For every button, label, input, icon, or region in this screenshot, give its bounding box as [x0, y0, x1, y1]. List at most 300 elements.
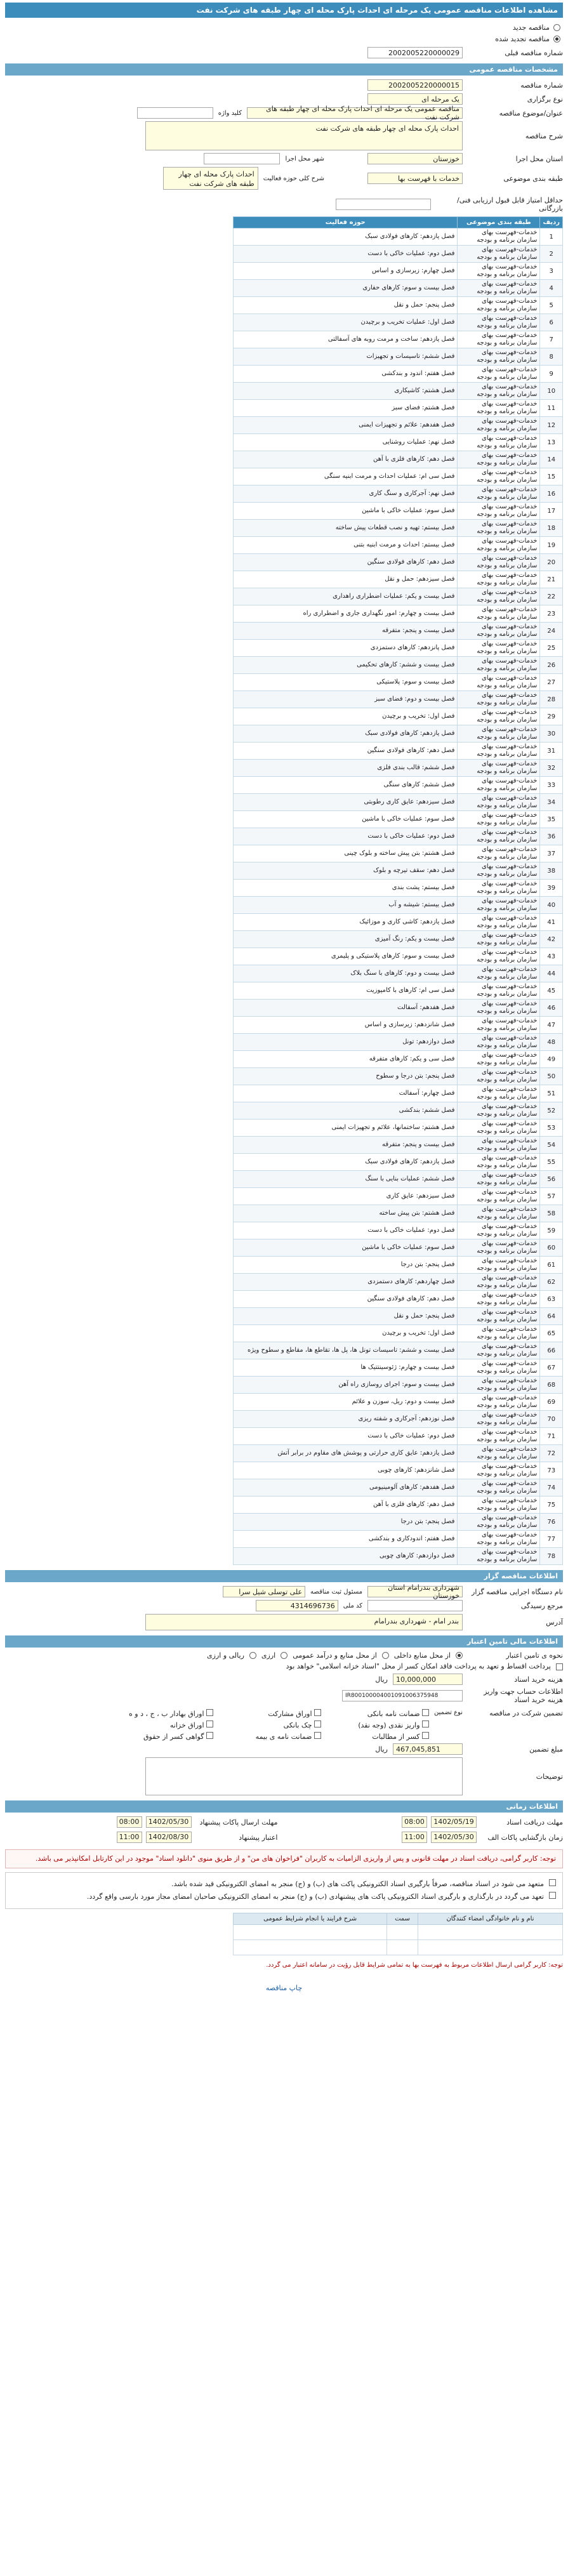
print-link[interactable]: چاپ مناقصه: [265, 1984, 303, 1992]
row-category: خدمات-فهرست بهای سازمان برنامه و بودجه: [458, 794, 540, 811]
table-row: [234, 1188, 563, 1205]
fin-description-label: توضیحات: [536, 1772, 563, 1781]
row-category: خدمات-فهرست بهای سازمان برنامه و بودجه: [458, 1222, 540, 1239]
row-category: خدمات-فهرست بهای سازمان برنامه و بودجه: [458, 657, 540, 674]
row-number: 17: [540, 503, 563, 520]
row-scope: فصل بیست و یکم: رنگ آمیزی: [234, 931, 458, 948]
row-scope: فصل اول: تخریب و برچیدن: [234, 708, 458, 725]
row-number: 59: [540, 1222, 563, 1239]
row-scope: فصل هفدهم: کارهای آلومینیومی: [234, 1479, 458, 1496]
table-row: [234, 331, 563, 348]
commitment-checkbox-1[interactable]: [549, 1879, 556, 1886]
row-number: 8: [540, 348, 563, 366]
org-label: نام دستگاه اجرایی مناقصه گزار: [472, 1587, 563, 1596]
dates-col-left: [5, 1816, 278, 1843]
row-category: خدمات-فهرست بهای سازمان برنامه و بودجه: [458, 1514, 540, 1531]
table-row: [234, 965, 563, 982]
table-row: [234, 1531, 563, 1548]
row-number: 61: [540, 1257, 563, 1274]
economic-field[interactable]: 4314696736: [256, 1600, 338, 1611]
min-score-field[interactable]: [336, 199, 431, 210]
row-scope: فصل دوازدهم: تونل: [234, 1034, 458, 1051]
general-section-header: مشخصات مناقصه عمومی: [5, 63, 563, 76]
org-field[interactable]: شهرداری بندرامام استان خوزستان: [367, 1586, 463, 1597]
row-category: خدمات-فهرست بهای سازمان برنامه و بودجه: [458, 485, 540, 503]
g-stock-checkbox[interactable]: [206, 1709, 213, 1716]
table-row: [234, 1068, 563, 1085]
row-scope: فصل اول: عملیات تخریب و برچیدن: [234, 314, 458, 331]
row-scope: فصل پنجم: حمل و نقل: [234, 1308, 458, 1325]
table-row: [234, 982, 563, 1000]
table-row: [234, 897, 563, 914]
g-salary-checkbox[interactable]: [206, 1732, 213, 1739]
row-scope: فصل پنجم: بتن درجا: [234, 1257, 458, 1274]
g-check-option[interactable]: [220, 1721, 321, 1729]
row-scope: فصل سیزدهم: عایق کاری: [234, 1188, 458, 1205]
row-scope: فصل سوم: عملیات خاکی با ماشین: [234, 503, 458, 520]
radio-revised[interactable]: [553, 36, 560, 43]
row-scope: فصل یازدهم: کاشی کاری و موزائیک: [234, 914, 458, 931]
g-cash-note: (وجه نقد): [358, 1721, 386, 1729]
row-scope: فصل بیستم: شیشه و آب: [234, 897, 458, 914]
row-category: خدمات-فهرست بهای سازمان برنامه و بودجه: [458, 588, 540, 605]
row-category: خدمات-فهرست بهای سازمان برنامه و بودجه: [458, 1548, 540, 1565]
row-scope: فصل پنجم: بتن درجا و سطوح: [234, 1068, 458, 1085]
type-field[interactable]: یک مرحله ای: [367, 93, 463, 105]
fin-description-field[interactable]: [145, 1757, 463, 1795]
row-category: خدمات-فهرست بهای سازمان برنامه و بودجه: [458, 914, 540, 931]
row-scope: فصل بیست و چهارم: امور نگهداری جاری و اضطراری راه: [234, 605, 458, 623]
g-bond-label: اوراق مشارکت: [268, 1710, 312, 1718]
row-number: 22: [540, 588, 563, 605]
row-category: خدمات-فهرست بهای سازمان برنامه و بودجه: [458, 1291, 540, 1308]
table-row: [234, 468, 563, 485]
g-cash-option[interactable]: [327, 1721, 429, 1729]
row-number: 23: [540, 605, 563, 623]
table-row: [234, 348, 563, 366]
row-scope: فصل نوزدهم: آجرکاری و شفته ریزی: [234, 1411, 458, 1428]
table-row: [234, 554, 563, 571]
row-number: 4: [540, 280, 563, 297]
row-number: 7: [540, 331, 563, 348]
row-number: 44: [540, 965, 563, 982]
row-category: خدمات-فهرست بهای سازمان برنامه و بودجه: [458, 1205, 540, 1222]
table-row: [234, 434, 563, 451]
table-row: [234, 640, 563, 657]
row-scope: فصل بیست و دوم: فضای سبز: [234, 691, 458, 708]
activity-table-body: [234, 228, 563, 1565]
category-row: [5, 167, 563, 190]
keywords-label: کلید واژه: [218, 109, 242, 117]
row-category: خدمات-فهرست بهای سازمان برنامه و بودجه: [458, 605, 540, 623]
row-category: خدمات-فهرست بهای سازمان برنامه و بودجه: [458, 417, 540, 434]
row-scope: فصل سی و یکم: کارهای متفرقه: [234, 1051, 458, 1068]
row-scope: فصل بیست و سوم: پلاستیکی: [234, 674, 458, 691]
row-scope: فصل دوم: عملیات خاکی با دست: [234, 828, 458, 845]
doc-receive-end-row: [5, 1816, 278, 1828]
table-row: [234, 520, 563, 537]
row-category: خدمات-فهرست بهای سازمان برنامه و بودجه: [458, 1428, 540, 1445]
province-field[interactable]: خوزستان: [367, 153, 463, 164]
row-number: 57: [540, 1188, 563, 1205]
commitment-text-1: متعهد می شود در اسناد مناقصه، صرفاً بارگیری اسناد الکترونیکی پاکت های (ب) و (ج) منجر به امضای الکترونیکی قید شده باشد.: [171, 1880, 544, 1888]
row-scope: فصل بیست و پنجم: متفرقه: [234, 1137, 458, 1154]
row-scope: فصل هشتم: فضای سبز: [234, 400, 458, 417]
row-category: خدمات-فهرست بهای سازمان برنامه و بودجه: [458, 1531, 540, 1548]
row-number: 38: [540, 862, 563, 880]
doc-receive-start-row: [291, 1816, 564, 1828]
row-category: خدمات-فهرست بهای سازمان برنامه و بودجه: [458, 1359, 540, 1377]
row-category: خدمات-فهرست بهای سازمان برنامه و بودجه: [458, 1394, 540, 1411]
ref-field[interactable]: [367, 1600, 463, 1611]
row-number: 31: [540, 743, 563, 760]
row-number: 62: [540, 1274, 563, 1291]
table-row: [234, 657, 563, 674]
col-scope-header: حوزه فعالیت: [234, 217, 458, 228]
g-deduct-option[interactable]: [327, 1732, 429, 1741]
financial-section-header: اطلاعات مالی تامین اعتبار: [5, 1635, 563, 1648]
table-row: [234, 1377, 563, 1394]
ref-row: [5, 1600, 563, 1611]
g-deduct-label: کسر از مطالبات: [372, 1733, 420, 1741]
fin-description-row: [5, 1757, 563, 1795]
scope-label: شرح کلی حوزه فعالیت: [263, 175, 324, 182]
row-number: 35: [540, 811, 563, 828]
row-scope: فصل بیست و دوم: کارهای با سنگ بلاک: [234, 965, 458, 982]
g-insurance-label: ضمانت نامه ی بیمه: [255, 1733, 312, 1741]
g-other-checkbox[interactable]: [206, 1721, 213, 1727]
row-number: 24: [540, 623, 563, 640]
row-scope: فصل چهاردهم: کارهای دستمزدی: [234, 1274, 458, 1291]
table-row: [234, 246, 563, 263]
type-label: نوع برگزاری: [527, 95, 563, 103]
row-scope: فصل هشتم: بتن پیش ساخته: [234, 1205, 458, 1222]
row-number: 5: [540, 297, 563, 314]
deadline-date[interactable]: 1402/05/30: [431, 1832, 477, 1843]
doc-receive-start-time[interactable]: 08:00: [402, 1816, 427, 1828]
row-number: 1: [540, 228, 563, 246]
row-category: خدمات-فهرست بهای سازمان برنامه و بودجه: [458, 1188, 540, 1205]
row-category: خدمات-فهرست بهای سازمان برنامه و بودجه: [458, 777, 540, 794]
row-category: خدمات-فهرست بهای سازمان برنامه و بودجه: [458, 674, 540, 691]
row-category: خدمات-فهرست بهای سازمان برنامه و بودجه: [458, 897, 540, 914]
row-category: خدمات-فهرست بهای سازمان برنامه و بودجه: [458, 434, 540, 451]
row-category: خدمات-فهرست بهای سازمان برنامه و بودجه: [458, 400, 540, 417]
row-category: خدمات-فهرست بهای سازمان برنامه و بودجه: [458, 725, 540, 743]
g-bank-checkbox[interactable]: [422, 1709, 429, 1716]
row-category: خدمات-فهرست بهای سازمان برنامه و بودجه: [458, 1496, 540, 1514]
row-scope: فصل دهم: سقف تیرچه و بلوک: [234, 862, 458, 880]
sig-empty-row: [234, 1925, 563, 1940]
g-insurance-checkbox[interactable]: [314, 1732, 321, 1739]
row-number: 69: [540, 1394, 563, 1411]
row-scope: فصل پنجم: حمل و نقل: [234, 297, 458, 314]
radio-new[interactable]: [553, 24, 560, 31]
row-number: 73: [540, 1462, 563, 1479]
economic-label: کد ملی: [343, 1602, 362, 1609]
row-scope: فصل بیست و سوم: اجرای روسازی راه آهن: [234, 1377, 458, 1394]
scope-field[interactable]: احداث پارک محله ای چهار طبقه های شرکت نفت: [163, 167, 258, 190]
row-category: خدمات-فهرست بهای سازمان برنامه و بودجه: [458, 1137, 540, 1154]
row-category: خدمات-فهرست بهای سازمان برنامه و بودجه: [458, 880, 540, 897]
row-number: 3: [540, 263, 563, 280]
opt-currency-label: ارزی: [261, 1651, 276, 1660]
prev-number-label: شماره مناقصه قبلی: [505, 48, 563, 57]
table-row: [234, 794, 563, 811]
keywords-field[interactable]: [137, 107, 213, 119]
guarantee-types-label: نوع تضمین: [434, 1709, 463, 1716]
table-row: [234, 485, 563, 503]
row-category: خدمات-فهرست بهای سازمان برنامه و بودجه: [458, 383, 540, 400]
sig-cell: [418, 1940, 562, 1955]
amount-currency: ریال: [375, 1745, 388, 1754]
doc-receive-end-time[interactable]: 08:00: [117, 1816, 142, 1828]
tender-new-option[interactable]: [5, 22, 563, 33]
org-row: [5, 1583, 563, 1600]
row-category: خدمات-فهرست بهای سازمان برنامه و بودجه: [458, 503, 540, 520]
row-scope: فصل دهم: کارهای فلزی با آهن: [234, 451, 458, 468]
row-number: 48: [540, 1034, 563, 1051]
province-row: [5, 153, 563, 164]
row-number: 58: [540, 1205, 563, 1222]
account-field[interactable]: IR800100004001091006375948: [342, 1690, 463, 1701]
col-row-header: ردیف: [540, 217, 563, 228]
tender-revised-option[interactable]: [5, 33, 563, 44]
row-category: خدمات-فهرست بهای سازمان برنامه و بودجه: [458, 1445, 540, 1462]
g-bank-option[interactable]: [327, 1709, 429, 1718]
g-salary-option[interactable]: [112, 1732, 213, 1741]
row-number: 43: [540, 948, 563, 965]
doc-price-field[interactable]: 10,000,000: [393, 1674, 463, 1685]
row-scope: فصل بیست و ششم: کارهای تحکیمی: [234, 657, 458, 674]
sig-col-name: نام و نام خانوادگی امضاء کنندگان: [418, 1913, 562, 1925]
row-number: 10: [540, 383, 563, 400]
table-row: [234, 1394, 563, 1411]
row-number: 71: [540, 1428, 563, 1445]
row-category: خدمات-فهرست بهای سازمان برنامه و بودجه: [458, 1068, 540, 1085]
description-field[interactable]: احداث پارک محله ای چهار طبقه های شرکت نفت: [145, 121, 463, 150]
table-row: [234, 1239, 563, 1257]
row-category: خدمات-فهرست بهای سازمان برنامه و بودجه: [458, 623, 540, 640]
opening-time[interactable]: 11:00: [117, 1832, 142, 1843]
row-category: خدمات-فهرست بهای سازمان برنامه و بودجه: [458, 948, 540, 965]
row-scope: فصل بیستم: پشت بندی: [234, 880, 458, 897]
row-scope: فصل ششم: قالب بندی فلزی: [234, 760, 458, 777]
table-row: [234, 503, 563, 520]
g-check-checkbox[interactable]: [314, 1721, 321, 1727]
g-insurance-option[interactable]: [220, 1732, 321, 1741]
row-category: خدمات-فهرست بهای سازمان برنامه و بودجه: [458, 1462, 540, 1479]
row-scope: فصل دوم: عملیات خاکی با دست: [234, 246, 458, 263]
amount-field[interactable]: 467,045,851: [393, 1743, 463, 1755]
table-row: [234, 1137, 563, 1154]
row-number: 41: [540, 914, 563, 931]
notice-commitment: [5, 1872, 563, 1909]
row-scope: فصل سی ام: عملیات احداث و مرمت ابنیه سنگی: [234, 468, 458, 485]
row-category: خدمات-فهرست بهای سازمان برنامه و بودجه: [458, 760, 540, 777]
row-number: 32: [540, 760, 563, 777]
row-scope: فصل سیزدهم: عایق کاری رطوبتی: [234, 794, 458, 811]
ref-label: مرجع رسیدگی: [520, 1601, 563, 1610]
row-number: 2: [540, 246, 563, 263]
row-category: خدمات-فهرست بهای سازمان برنامه و بودجه: [458, 1034, 540, 1051]
row-number: 47: [540, 1017, 563, 1034]
province-label: استان محل اجرا: [515, 154, 563, 163]
row-number: 56: [540, 1171, 563, 1188]
budget-note-text: پرداخت اقساط و تعهد به پرداخت فاقد امکان کسر از محل "اسناد خزانه اسلامی" خواهد بود: [286, 1662, 551, 1670]
deadline-time[interactable]: 11:00: [402, 1832, 427, 1843]
row-number: 11: [540, 400, 563, 417]
commitment-checkbox-2[interactable]: [549, 1892, 556, 1899]
table-row: [234, 1291, 563, 1308]
row-scope: فصل چهارم: زیرسازی و اساس: [234, 263, 458, 280]
table-row: [234, 383, 563, 400]
row-number: 49: [540, 1051, 563, 1068]
address-label: آدرس: [546, 1618, 563, 1627]
row-category: خدمات-فهرست بهای سازمان برنامه و بودجه: [458, 691, 540, 708]
g-bank-label: ضمانت نامه بانکی: [367, 1710, 420, 1718]
table-row: [234, 1205, 563, 1222]
table-row: [234, 605, 563, 623]
g-check-label: چک بانکی: [283, 1721, 312, 1729]
row-number: 13: [540, 434, 563, 451]
table-row: [234, 1120, 563, 1137]
table-row: [234, 725, 563, 743]
row-scope: فصل دوم: عملیات خاکی با دست: [234, 1222, 458, 1239]
deadline-row: [291, 1832, 564, 1843]
g-cash-checkbox[interactable]: [422, 1721, 429, 1727]
row-scope: فصل دوم: عملیات خاکی با دست: [234, 1428, 458, 1445]
g-stock-option[interactable]: [112, 1709, 213, 1718]
row-scope: فصل هفدهم: علائم و تجهیزات ایمنی: [234, 417, 458, 434]
row-category: خدمات-فهرست بهای سازمان برنامه و بودجه: [458, 451, 540, 468]
deadline-label: زمان بازگشایی پاکات الف: [487, 1833, 563, 1842]
number-label: شماره مناقصه: [520, 81, 563, 89]
row-category: خدمات-فهرست بهای سازمان برنامه و بودجه: [458, 1154, 540, 1171]
row-scope: فصل پانزدهم: کارهای دستمزدی: [234, 640, 458, 657]
row-category: خدمات-فهرست بهای سازمان برنامه و بودجه: [458, 468, 540, 485]
row-category: خدمات-فهرست بهای سازمان برنامه و بودجه: [458, 1479, 540, 1496]
row-scope: فصل بیست و سوم: کارهای پلاستیکی و پلیمری: [234, 948, 458, 965]
row-category: خدمات-فهرست بهای سازمان برنامه و بودجه: [458, 314, 540, 331]
g-other-option[interactable]: [112, 1721, 213, 1729]
table-row: [234, 1308, 563, 1325]
row-scope: فصل یازدهم: کارهای فولادی سبک: [234, 228, 458, 246]
category-field[interactable]: خدمات با فهرست بها: [367, 173, 463, 184]
table-row: [234, 880, 563, 897]
table-row: [234, 811, 563, 828]
doc-receive-end-date[interactable]: 1402/05/30: [146, 1816, 192, 1828]
row-category: خدمات-فهرست بهای سازمان برنامه و بودجه: [458, 1411, 540, 1428]
row-number: 40: [540, 897, 563, 914]
row-category: خدمات-فهرست بهای سازمان برنامه و بودجه: [458, 982, 540, 1000]
row-category: خدمات-فهرست بهای سازمان برنامه و بودجه: [458, 1051, 540, 1068]
doc-price-label: هزینه خرید اسناد: [514, 1675, 563, 1684]
prev-number-row: [5, 47, 563, 58]
table-row: [234, 948, 563, 965]
table-row: [234, 1428, 563, 1445]
table-row: [234, 417, 563, 434]
row-scope: فصل هفتم: اندودکاری و بندکشی: [234, 1531, 458, 1548]
row-number: 63: [540, 1291, 563, 1308]
g-bond-option[interactable]: [220, 1709, 321, 1718]
row-number: 6: [540, 314, 563, 331]
row-number: 25: [540, 640, 563, 657]
subject-row: [5, 107, 563, 119]
row-scope: فصل بیست و چهارم: ژئوسینتتیک ها: [234, 1359, 458, 1377]
sig-cell: [387, 1925, 418, 1940]
opening-date[interactable]: 1402/08/30: [146, 1832, 192, 1843]
row-number: 30: [540, 725, 563, 743]
commitment-row-1: [12, 1879, 556, 1889]
row-number: 46: [540, 1000, 563, 1017]
g-cash-label: واریز نقدی: [388, 1721, 420, 1729]
row-number: 42: [540, 931, 563, 948]
table-header-row: [234, 217, 563, 228]
table-row: [234, 1051, 563, 1068]
prev-number-field[interactable]: 2002005220000029: [367, 47, 463, 58]
row-category: خدمات-فهرست بهای سازمان برنامه و بودجه: [458, 1274, 540, 1291]
row-scope: فصل پنجم: بتن درجا: [234, 1514, 458, 1531]
row-scope: فصل چهارم: آسفالت: [234, 1085, 458, 1102]
budget-note-checkbox[interactable]: [556, 1663, 563, 1670]
row-category: خدمات-فهرست بهای سازمان برنامه و بودجه: [458, 1171, 540, 1188]
row-category: خدمات-فهرست بهای سازمان برنامه و بودجه: [458, 811, 540, 828]
budget-note-row: [5, 1662, 563, 1671]
row-category: خدمات-فهرست بهای سازمان برنامه و بودجه: [458, 708, 540, 725]
table-row: [234, 1171, 563, 1188]
description-row: [5, 121, 563, 150]
row-scope: فصل بیست و سوم: کارهای حفاری: [234, 280, 458, 297]
row-scope: فصل یازدهم: ساخت و مرمت روبه های آسفالتی: [234, 331, 458, 348]
radio-internal[interactable]: [456, 1652, 463, 1659]
opening-label: اعتبار پیشنهاد: [239, 1833, 278, 1842]
number-field[interactable]: 2002005220000015: [367, 79, 463, 91]
radio-public[interactable]: [382, 1652, 389, 1659]
row-number: 19: [540, 537, 563, 554]
footer-note: توجه: کاربر گرامی ارسال اطلاعات مربوط به فهرست بها به تمامی شرایط قابل رؤیت در سامانه اعتبار می گردد.: [266, 1962, 563, 1969]
row-number: 54: [540, 1137, 563, 1154]
subject-field[interactable]: مناقصه عمومی یک مرحله ای احداث پارک محله ای چهار طبقه های شرکت نفت: [247, 107, 463, 119]
tender-revised-label: مناقصه تجدید شده: [495, 34, 550, 43]
row-scope: فصل بیست و دوم: ریل، سوزن و علائم: [234, 1394, 458, 1411]
g-bond-checkbox[interactable]: [314, 1709, 321, 1716]
row-scope: فصل بیست و پنجم: متفرقه: [234, 623, 458, 640]
doc-receive-start-date[interactable]: 1402/05/19: [431, 1816, 477, 1828]
row-category: خدمات-فهرست بهای سازمان برنامه و بودجه: [458, 537, 540, 554]
guarantee-source-label: نحوه ی تامین اعتبار: [506, 1651, 563, 1660]
row-category: خدمات-فهرست بهای سازمان برنامه و بودجه: [458, 1120, 540, 1137]
row-number: 55: [540, 1154, 563, 1171]
responsible-field[interactable]: علی توسلی شیل سرا: [223, 1586, 305, 1597]
sig-cell: [234, 1925, 387, 1940]
city-field[interactable]: [204, 153, 280, 164]
radio-currency[interactable]: [281, 1652, 287, 1659]
address-field[interactable]: بندر امام - شهرداری بندرامام: [145, 1614, 463, 1630]
doc-receive-start-label: مهلت دریافت اسناد: [506, 1818, 563, 1826]
g-deduct-checkbox[interactable]: [422, 1732, 429, 1739]
row-scope: فصل شانزدهم: کارهای چوبی: [234, 1462, 458, 1479]
row-category: خدمات-فهرست بهای سازمان برنامه و بودجه: [458, 280, 540, 297]
row-number: 14: [540, 451, 563, 468]
radio-rial-currency[interactable]: [249, 1652, 256, 1659]
account-row: [5, 1688, 563, 1704]
row-number: 72: [540, 1445, 563, 1462]
row-number: 50: [540, 1068, 563, 1085]
row-number: 18: [540, 520, 563, 537]
row-category: خدمات-فهرست بهای سازمان برنامه و بودجه: [458, 845, 540, 862]
sig-empty-row: [234, 1940, 563, 1955]
